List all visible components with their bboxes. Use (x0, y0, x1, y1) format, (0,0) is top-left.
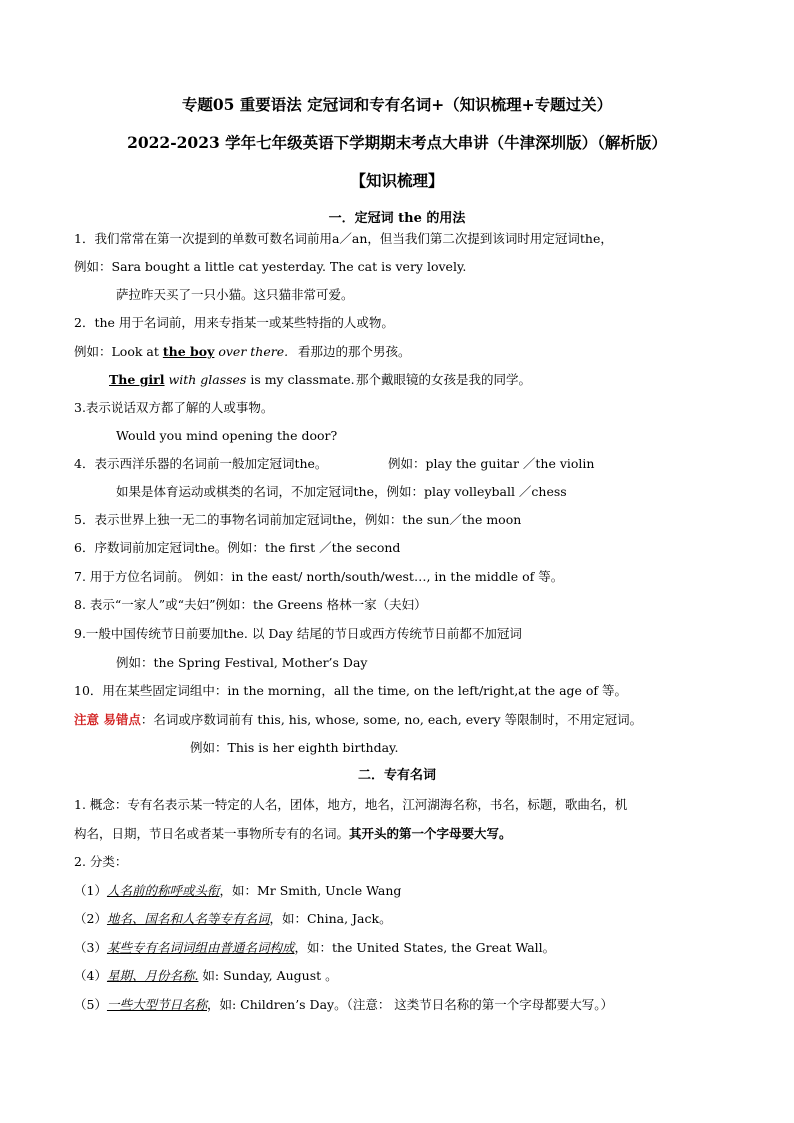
concept-line-2 (74, 825, 512, 843)
category-example: 如: Sunday, August 。 (198, 968, 338, 983)
rule-4: 4．表示西洋乐器的名词前一般加定冠词the。 (74, 456, 328, 471)
example-modifier: over there. (214, 344, 289, 359)
category-example: ，如: Children’s Day。（注意： 这类节日名称的第一个字母都要大写。） (206, 997, 614, 1012)
rule-2-example-1-cn: 看那边的那个男孩。 (298, 344, 411, 359)
category-name: 某些专有名词词组由普通名词构成 (106, 940, 295, 955)
category-name: 人名前的称呼或头衔 (106, 883, 220, 898)
rule-3: 3.表示说话双方都了解的人或事物。 (74, 400, 274, 415)
category-example: ，如：China, Jack。 (269, 911, 392, 926)
category-example: ，如：the United States, the Great Wall。 (294, 940, 556, 955)
rule-10: 10．用在某些固定词组中：in the morning，all the time, on the left/right,at the age of 等。 (74, 683, 628, 698)
note-text: ：名词或序数词前有 this, his, whose, some, no, each, every 等限制时，不用定冠词。 (140, 712, 643, 727)
example-rest: is my classmate. (246, 372, 355, 387)
category-example: ，如：Mr Smith, Uncle Wang (219, 883, 402, 898)
concept-line-1: 1. 概念：专有名表示某一特定的人名，团体，地方，地名，江河湖海名称，书名，标题，歌曲名，机 (74, 797, 628, 812)
category-item (74, 996, 613, 1014)
category-number: （3） (74, 940, 107, 955)
doc-title-line1: 专题05 重要语法 定冠词和专有名词+（知识梳理+专题过关） (181, 95, 613, 114)
category-name: 星期、月份名称. (106, 968, 199, 983)
doc-title-line2: 2022-2023 学年七年级英语下学期期末考点大串讲（牛津深圳版）（解析版） (127, 133, 667, 152)
rule-2-example-1 (74, 343, 288, 361)
classification-label: 2. 分类： (74, 854, 128, 869)
rule-1-example-en: 例如：Sara bought a little cat yesterday. The cat is very lovely. (74, 259, 467, 274)
rule-6: 6．序数词前加定冠词the。例如：the first ／the second (74, 540, 401, 555)
category-name: 一些大型节日名称 (106, 997, 207, 1012)
section2-heading: 二．专有名词 (357, 768, 436, 783)
note-label: 注意 易错点 (74, 712, 141, 727)
category-number: （5） (74, 997, 107, 1012)
example-modifier: with glasses (164, 372, 247, 387)
concept-text: 构名，日期，节日名或者某一事物所专有的名词。 (74, 826, 350, 841)
rule-9-example: 例如：the Spring Festival, Mother’s Day (116, 655, 368, 670)
rule-2: 2．the 用于名词前，用来专指某一或某些特指的人或物。 (74, 315, 394, 330)
rule-7: 7. 用于方位名词前。 例如：in the east/ north/south/west…, in the middle of 等。 (74, 569, 564, 584)
category-item (74, 882, 401, 900)
rule-1-example-cn: 萨拉昨天买了一只小猫。这只猫非常可爱。 (116, 287, 354, 302)
note-example: 例如：This is her eighth birthday. (190, 740, 399, 755)
concept-emphasis: 其开头的第一个字母要大写。 (349, 826, 512, 841)
rule-4-note: 如果是体育运动或棋类的名词，不加定冠词the，例如：play volleyball ／chess (116, 484, 567, 499)
rule-2-example-2-cn: 那个戴眼镜的女孩是我的同学。 (356, 372, 532, 387)
category-item (74, 939, 555, 957)
rule-3-example: Would you mind opening the door? (116, 428, 338, 443)
rule-2-example-2 (109, 371, 355, 389)
category-number: （4） (74, 968, 107, 983)
rule-1: 1．我们常常在第一次提到的单数可数名词前用a／an，但当我们第二次提到该词时用定冠词the， (74, 231, 613, 246)
rule-9: 9.一般中国传统节日前要加the. 以 Day 结尾的节日或西方传统节日前都不加冠词 (74, 626, 522, 641)
category-number: （1） (74, 883, 107, 898)
example-highlight: the boy (162, 344, 215, 359)
category-name: 地名、国名和人名等专有名词 (106, 911, 270, 926)
rule-4-example: 例如：play the guitar ／the violin (388, 456, 595, 471)
example-highlight: The girl (109, 372, 165, 387)
category-item (74, 910, 392, 928)
section1-heading: 一．定冠词 the 的用法 (328, 211, 466, 226)
doc-section-label: 【知识梳理】 (350, 171, 444, 190)
example-prefix: 例如：Look at (74, 344, 163, 359)
category-item (74, 967, 338, 985)
note-line (74, 711, 642, 729)
rule-8: 8. 表示“一家人”或“夫妇”例如：the Greens 格林一家（夫妇） (74, 597, 427, 612)
rule-5: 5．表示世界上独一无二的事物名词前加定冠词the，例如：the sun／the moon (74, 512, 522, 527)
category-number: （2） (74, 911, 107, 926)
